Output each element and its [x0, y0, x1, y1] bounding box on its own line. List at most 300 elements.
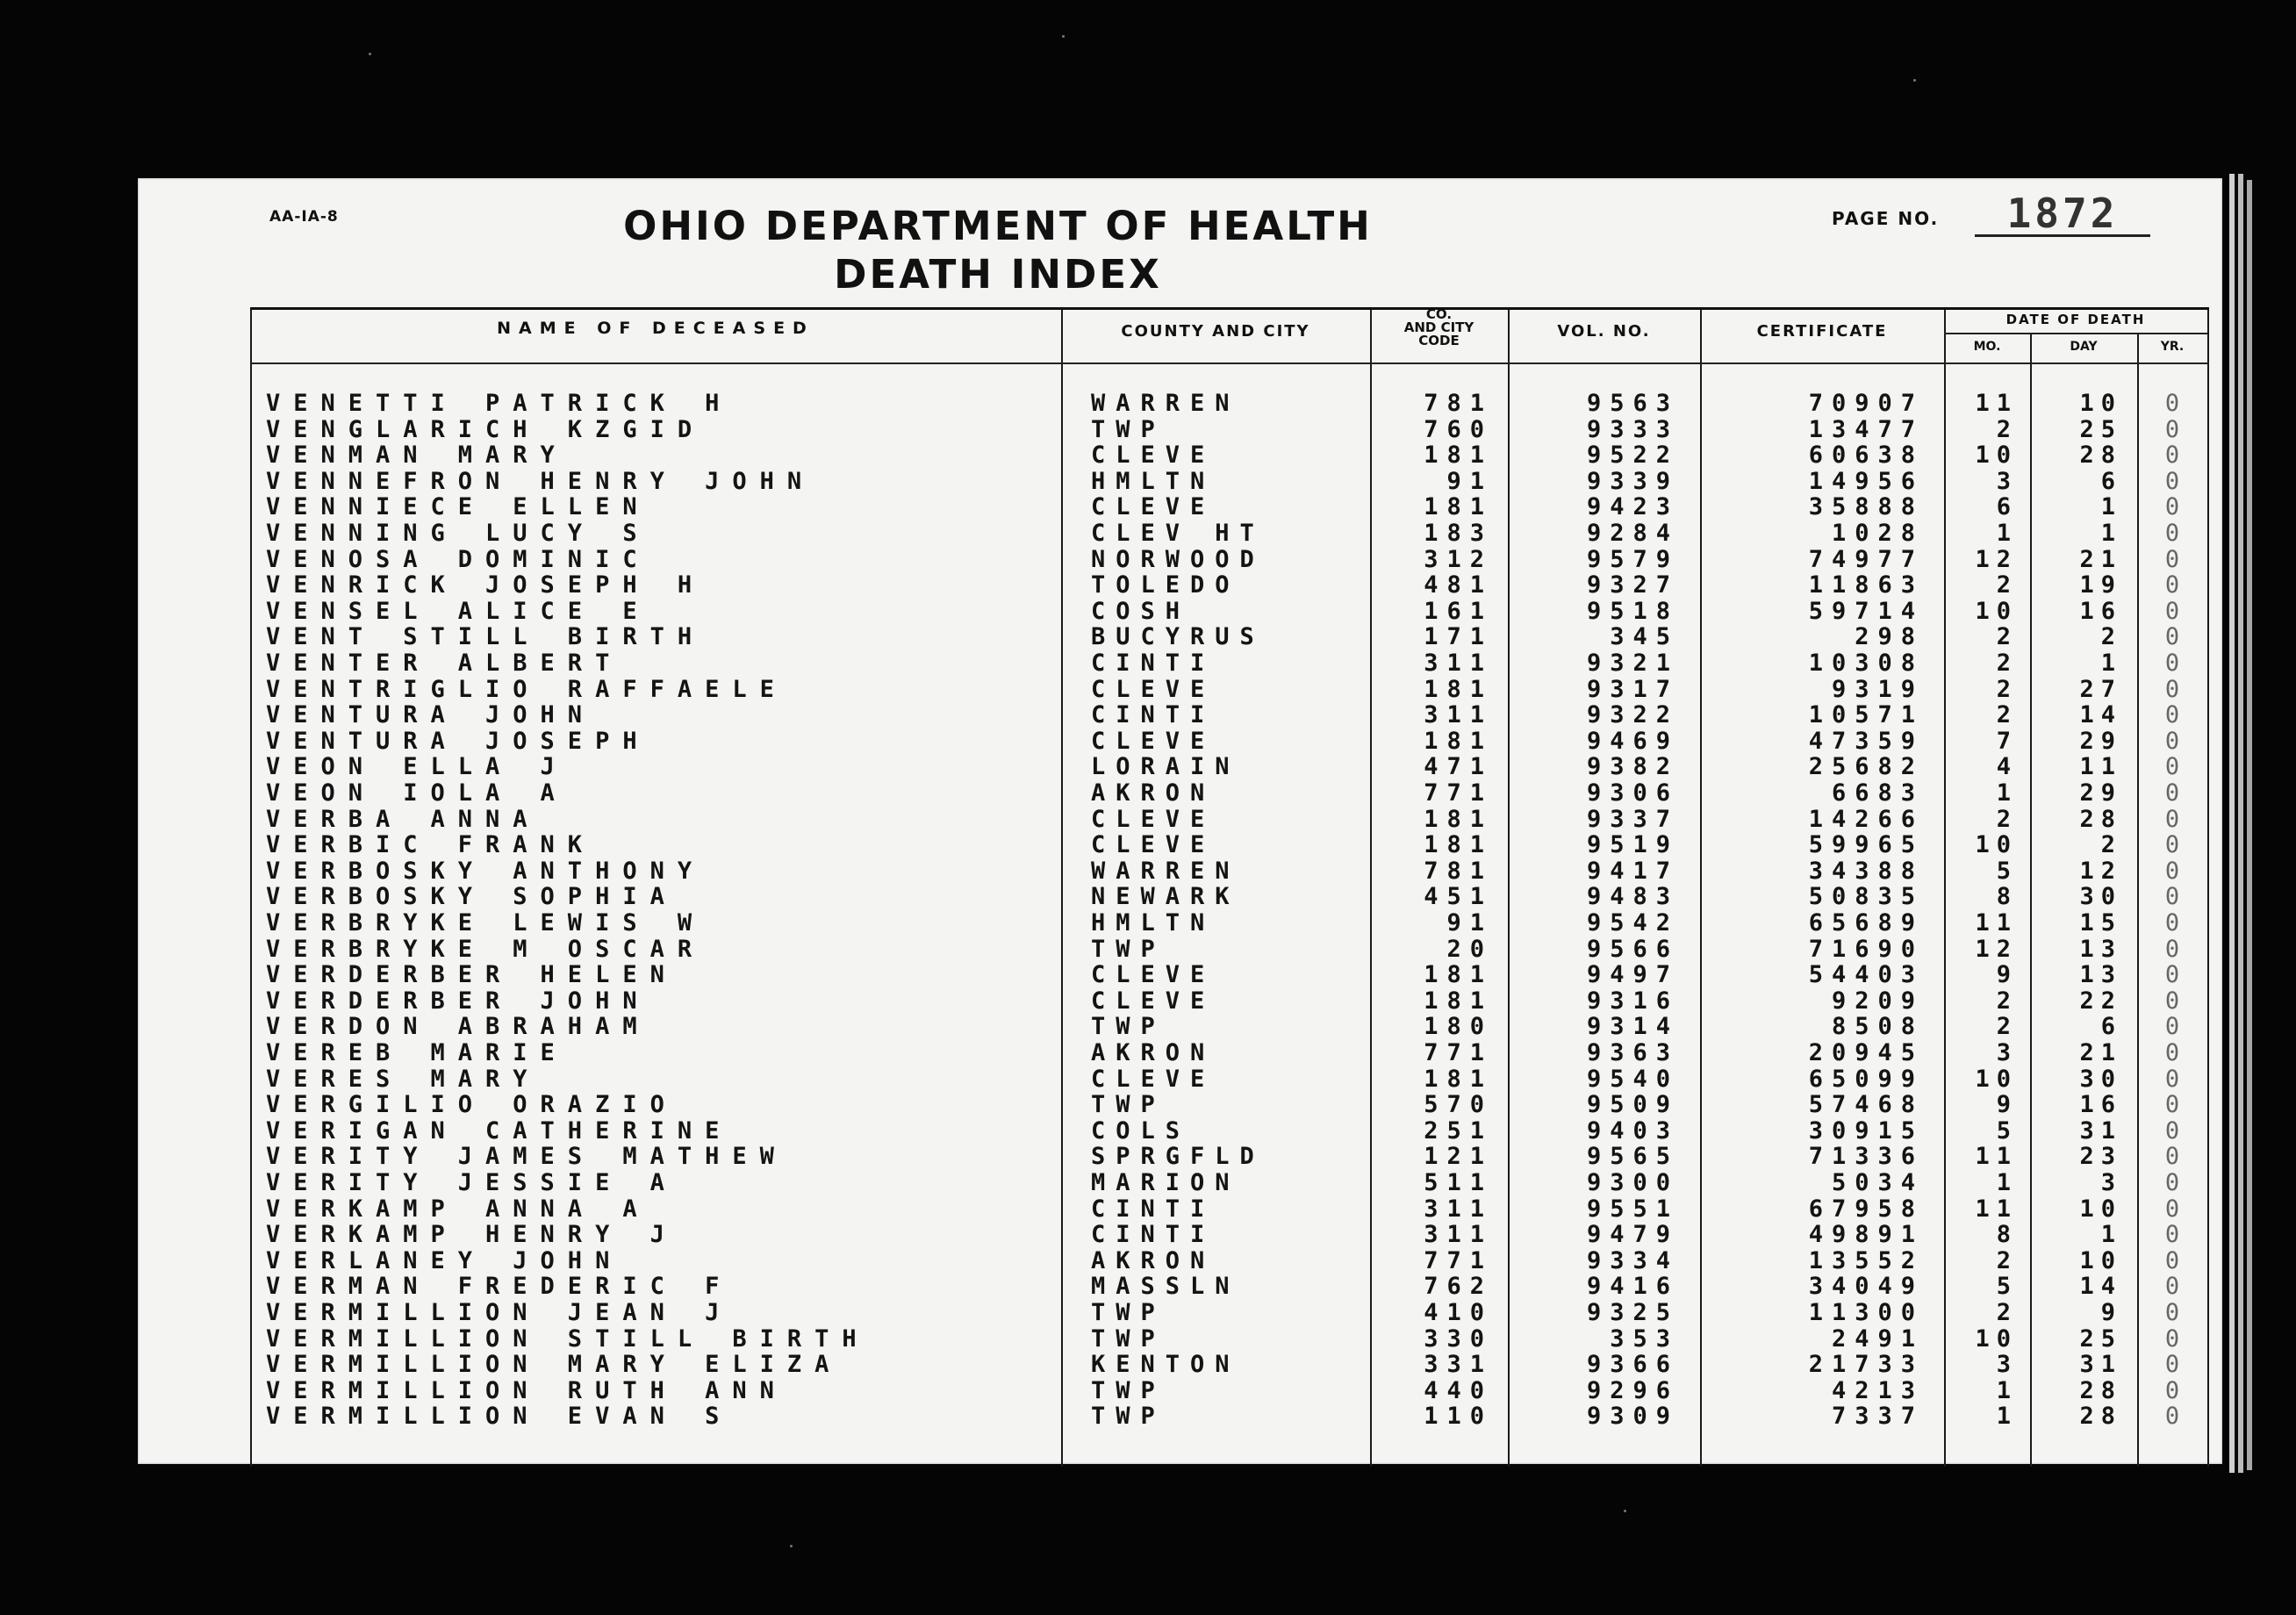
county-city: CLEVE [1091, 831, 1216, 859]
deceased-name: VENNING LUCY S [266, 520, 650, 547]
certificate-number: 11300 [1808, 1299, 1924, 1326]
death-month: 9 [1996, 961, 2018, 989]
certificate-number: 9319 [1831, 675, 1924, 703]
county-city: CINTI [1091, 1221, 1216, 1249]
county-city-code: 311 [1424, 701, 1493, 729]
certificate-number: 4213 [1831, 1376, 1924, 1404]
county-city: CLEVE [1091, 675, 1216, 703]
deceased-name: VENGLARICH KZGID [266, 415, 706, 443]
death-month: 8 [1996, 1221, 2018, 1249]
death-month: 2 [1996, 571, 2018, 599]
volume-number: 9316 [1586, 987, 1679, 1015]
certificate-number: 65099 [1808, 1065, 1924, 1093]
county-city: CLEVE [1091, 727, 1216, 755]
table-row [250, 832, 2209, 858]
table-row [250, 729, 2209, 755]
death-month: 1 [1996, 1169, 2018, 1196]
death-day: 25 [2079, 1324, 2122, 1353]
death-year: 0 [2164, 1403, 2180, 1431]
table-row [250, 910, 2209, 937]
death-year: 0 [2164, 597, 2180, 625]
table-row [250, 599, 2209, 625]
death-day: 28 [2079, 805, 2122, 833]
dust-speck [1624, 1510, 1626, 1512]
death-day: 14 [2079, 1273, 2122, 1301]
death-day: 3 [2100, 1169, 2122, 1196]
death-month: 10 [1975, 441, 2018, 470]
certificate-number: 59965 [1808, 831, 1924, 859]
table-row [250, 1092, 2209, 1118]
certificate-number: 13477 [1808, 415, 1924, 443]
certificate-number: 6683 [1831, 779, 1924, 807]
deceased-name: VERKAMP ANNA A [266, 1195, 650, 1223]
county-city: MARION [1091, 1169, 1240, 1196]
death-month: 10 [1975, 831, 2018, 859]
death-year: 0 [2164, 753, 2180, 781]
death-month: 2 [1996, 415, 2018, 443]
death-month: 3 [1996, 1039, 2018, 1066]
certificate-number: 5034 [1831, 1169, 1924, 1196]
certificate-number: 1028 [1831, 520, 1924, 547]
death-year: 0 [2164, 1091, 2180, 1119]
death-day: 12 [2079, 857, 2122, 885]
death-year: 0 [2164, 1039, 2180, 1066]
county-city-code: 251 [1424, 1116, 1493, 1145]
county-city-code: 180 [1424, 1013, 1493, 1041]
death-day: 21 [2079, 545, 2122, 573]
death-year: 0 [2164, 1246, 2180, 1274]
table-row [250, 780, 2209, 807]
death-month: 2 [1996, 623, 2018, 651]
volume-number: 9366 [1586, 1351, 1679, 1379]
county-city-code: 781 [1424, 857, 1493, 885]
county-city-code: 570 [1424, 1091, 1493, 1119]
table-row [250, 417, 2209, 443]
table-row [250, 1014, 2209, 1040]
deceased-name: VEREB MARIE [266, 1039, 568, 1066]
deceased-name: VENETTI PATRICK H [266, 390, 733, 417]
death-month: 2 [1996, 701, 2018, 729]
county-city-code: 181 [1424, 831, 1493, 859]
death-day: 9 [2100, 1299, 2122, 1326]
certificate-number: 13552 [1808, 1246, 1924, 1274]
index-table [250, 307, 2209, 1467]
death-month: 12 [1975, 935, 2018, 963]
county-city-code: 330 [1424, 1324, 1493, 1353]
table-row [250, 469, 2209, 495]
county-city-code: 181 [1424, 805, 1493, 833]
volume-number: 9483 [1586, 883, 1679, 911]
death-month: 2 [1996, 1013, 2018, 1041]
deceased-name: VENNEFRON HENRY JOHN [266, 467, 815, 495]
death-day: 28 [2079, 441, 2122, 470]
table-row [250, 884, 2209, 910]
dust-speck [369, 53, 371, 55]
table-row [250, 494, 2209, 520]
volume-number: 9519 [1586, 831, 1679, 859]
volume-number: 9566 [1586, 935, 1679, 963]
table-row [250, 442, 2209, 469]
county-city: KENTON [1091, 1351, 1240, 1379]
county-city-code: 183 [1424, 520, 1493, 547]
death-month: 2 [1996, 675, 2018, 703]
volume-number: 9296 [1586, 1376, 1679, 1404]
certificate-number: 71336 [1808, 1143, 1924, 1171]
county-city-code: 481 [1424, 571, 1493, 599]
county-city-code: 760 [1424, 415, 1493, 443]
volume-number: 9327 [1586, 571, 1679, 599]
volume-number: 9334 [1586, 1246, 1679, 1274]
volume-number: 9300 [1586, 1169, 1679, 1196]
county-city-code: 91 [1446, 909, 1493, 937]
death-month: 2 [1996, 805, 2018, 833]
death-year: 0 [2164, 1013, 2180, 1041]
death-year: 0 [2164, 1273, 2180, 1301]
death-year: 0 [2164, 1143, 2180, 1171]
deceased-name: VEON ELLA J [266, 753, 568, 781]
county-city: TWP [1091, 1403, 1166, 1431]
death-month: 5 [1996, 1116, 2018, 1145]
certificate-number: 30915 [1808, 1116, 1924, 1145]
table-row [250, 1196, 2209, 1223]
death-day: 25 [2079, 415, 2122, 443]
death-year: 0 [2164, 545, 2180, 573]
header-day: DAY [2070, 340, 2098, 354]
dust-speck [790, 1545, 793, 1547]
death-day: 15 [2079, 909, 2122, 937]
certificate-number: 8508 [1831, 1013, 1924, 1041]
county-city: TOLEDO [1091, 571, 1240, 599]
table-row [250, 1040, 2209, 1066]
header-name: NAME OF DECEASED [497, 319, 814, 338]
death-day: 30 [2079, 883, 2122, 911]
death-year: 0 [2164, 779, 2180, 807]
certificate-number: 54403 [1808, 961, 1924, 989]
death-year: 0 [2164, 727, 2180, 755]
page-subtitle: DEATH INDEX [834, 251, 1162, 298]
table-row [250, 1144, 2209, 1170]
table-row [250, 1326, 2209, 1353]
death-day: 11 [2079, 753, 2122, 781]
county-city-code: 311 [1424, 1195, 1493, 1223]
header-rule [1944, 333, 2207, 334]
volume-number: 9416 [1586, 1273, 1679, 1301]
county-city-code: 410 [1424, 1299, 1493, 1326]
deceased-name: VERGILIO ORAZIO [266, 1091, 678, 1119]
deceased-name: VEON IOLA A [266, 779, 568, 807]
table-row [250, 1378, 2209, 1404]
death-month: 3 [1996, 1351, 2018, 1379]
certificate-number: 34388 [1808, 857, 1924, 885]
certificate-number: 71690 [1808, 935, 1924, 963]
county-city: TWP [1091, 935, 1166, 963]
certificate-number: 7337 [1831, 1403, 1924, 1431]
county-city-code: 511 [1424, 1169, 1493, 1196]
county-city: CLEVE [1091, 441, 1216, 470]
certificate-number: 74977 [1808, 545, 1924, 573]
death-day: 29 [2079, 779, 2122, 807]
certificate-number: 57468 [1808, 1091, 1924, 1119]
death-year: 0 [2164, 987, 2180, 1015]
table-row [250, 1248, 2209, 1274]
death-day: 19 [2079, 571, 2122, 599]
county-city-code: 91 [1446, 467, 1493, 495]
header-code-bot: CODE [1418, 333, 1460, 348]
table-row [250, 1118, 2209, 1145]
volume-number: 9542 [1586, 909, 1679, 937]
death-day: 21 [2079, 1039, 2122, 1066]
death-year: 0 [2164, 701, 2180, 729]
death-month: 10 [1975, 1065, 2018, 1093]
table-row [250, 807, 2209, 833]
deceased-name: VERDERBER JOHN [266, 987, 650, 1015]
county-city: COSH [1091, 597, 1191, 625]
death-day: 13 [2079, 961, 2122, 989]
death-year: 0 [2164, 1065, 2180, 1093]
death-year: 0 [2164, 909, 2180, 937]
deceased-name: VERDON ABRAHAM [266, 1013, 650, 1041]
deceased-name: VERIGAN CATHERINE [266, 1116, 733, 1145]
table-row [250, 937, 2209, 963]
deceased-name: VERES MARY [266, 1065, 541, 1093]
county-city: TWP [1091, 415, 1166, 443]
death-day: 13 [2079, 935, 2122, 963]
county-city-code: 471 [1424, 753, 1493, 781]
certificate-number: 21733 [1808, 1351, 1924, 1379]
death-year: 0 [2164, 1195, 2180, 1223]
death-year: 0 [2164, 1299, 2180, 1326]
death-month: 6 [1996, 493, 2018, 521]
death-month: 9 [1996, 1091, 2018, 1119]
volume-number: 9540 [1586, 1065, 1679, 1093]
county-city: LORAIN [1091, 753, 1240, 781]
county-city-code: 771 [1424, 779, 1493, 807]
certificate-number: 11863 [1808, 571, 1924, 599]
death-day: 10 [2079, 390, 2122, 417]
death-year: 0 [2164, 571, 2180, 599]
volume-number: 9403 [1586, 1116, 1679, 1145]
county-city: NEWARK [1091, 883, 1240, 911]
death-month: 5 [1996, 1273, 2018, 1301]
death-year: 0 [2164, 831, 2180, 859]
table-row [250, 1066, 2209, 1093]
header-code-top: CO. [1425, 306, 1453, 322]
deceased-name: VERBRYKE LEWIS W [266, 909, 706, 937]
death-day: 10 [2079, 1246, 2122, 1274]
certificate-number: 34049 [1808, 1273, 1924, 1301]
death-month: 7 [1996, 727, 2018, 755]
volume-number: 345 [1610, 623, 1679, 651]
county-city: WARREN [1091, 857, 1240, 885]
dust-speck [1062, 35, 1065, 38]
header-date-of-death: DATE OF DEATH [2005, 312, 2146, 327]
deceased-name: VERLANEY JOHN [266, 1246, 623, 1274]
county-city: CLEVE [1091, 1065, 1216, 1093]
deceased-name: VERBRYKE M OSCAR [266, 935, 706, 963]
county-city: AKRON [1091, 779, 1216, 807]
county-city: MASSLN [1091, 1273, 1240, 1301]
table-row [250, 572, 2209, 599]
death-index-card [138, 178, 2222, 1464]
death-month: 1 [1996, 779, 2018, 807]
county-city-code: 181 [1424, 493, 1493, 521]
volume-number: 9423 [1586, 493, 1679, 521]
table-row [250, 1352, 2209, 1378]
county-city: CINTI [1091, 1195, 1216, 1223]
county-city-code: 181 [1424, 727, 1493, 755]
death-day: 28 [2079, 1376, 2122, 1404]
deceased-name: VERBIC FRANK [266, 831, 596, 859]
death-year: 0 [2164, 1351, 2180, 1379]
volume-number: 9417 [1586, 857, 1679, 885]
volume-number: 353 [1610, 1324, 1679, 1353]
volume-number: 9579 [1586, 545, 1679, 573]
table-row [250, 547, 2209, 573]
death-month: 11 [1975, 390, 2018, 417]
county-city-code: 771 [1424, 1246, 1493, 1274]
death-year: 0 [2164, 623, 2180, 651]
county-city: TWP [1091, 1324, 1166, 1353]
volume-number: 9322 [1586, 701, 1679, 729]
volume-number: 9321 [1586, 650, 1679, 677]
table-row [250, 520, 2209, 547]
death-year: 0 [2164, 1376, 2180, 1404]
header-vol: VOL. NO. [1557, 322, 1651, 341]
volume-number: 9309 [1586, 1403, 1679, 1431]
county-city: TWP [1091, 1299, 1166, 1326]
card-edge [2238, 174, 2243, 1473]
death-year: 0 [2164, 805, 2180, 833]
certificate-number: 35888 [1808, 493, 1924, 521]
death-month: 10 [1975, 1324, 2018, 1353]
county-city: CINTI [1091, 650, 1216, 677]
county-city: WARREN [1091, 390, 1240, 417]
volume-number: 9509 [1586, 1091, 1679, 1119]
death-year: 0 [2164, 857, 2180, 885]
volume-number: 9479 [1586, 1221, 1679, 1249]
header-year: YR. [2160, 340, 2185, 354]
county-city: CINTI [1091, 701, 1216, 729]
deceased-name: VERITY JAMES MATHEW [266, 1143, 787, 1171]
deceased-name: VERMILLION EVAN S [266, 1403, 733, 1431]
deceased-name: VENTRIGLIO RAFFAELE [266, 675, 787, 703]
deceased-name: VENMAN MARY [266, 441, 568, 470]
county-city: AKRON [1091, 1246, 1216, 1274]
death-day: 2 [2100, 623, 2122, 651]
death-day: 22 [2079, 987, 2122, 1015]
county-city-code: 451 [1424, 883, 1493, 911]
table-row [250, 650, 2209, 677]
certificate-number: 20945 [1808, 1039, 1924, 1066]
county-city: TWP [1091, 1376, 1166, 1404]
deceased-name: VERBA ANNA [266, 805, 541, 833]
header-cert: CERTIFICATE [1756, 322, 1888, 341]
volume-number: 9325 [1586, 1299, 1679, 1326]
table-row [250, 858, 2209, 885]
deceased-name: VENTURA JOSEPH [266, 727, 650, 755]
table-row [250, 702, 2209, 729]
death-month: 2 [1996, 1299, 2018, 1326]
header-code-mid: AND CITY [1403, 319, 1474, 335]
county-city-code: 440 [1424, 1376, 1493, 1404]
deceased-name: VERMAN FREDERIC F [266, 1273, 733, 1301]
county-city: CLEVE [1091, 961, 1216, 989]
death-day: 16 [2079, 597, 2122, 625]
death-day: 1 [2100, 493, 2122, 521]
page-number: 1872 [1975, 192, 2150, 237]
death-year: 0 [2164, 493, 2180, 521]
death-day: 31 [2079, 1351, 2122, 1379]
certificate-number: 298 [1855, 623, 1924, 651]
deceased-name: VENSEL ALICE E [266, 597, 650, 625]
certificate-number: 49891 [1808, 1221, 1924, 1249]
death-year: 0 [2164, 1169, 2180, 1196]
county-city: HMLTN [1091, 467, 1216, 495]
county-city: TWP [1091, 1013, 1166, 1041]
certificate-number: 65689 [1808, 909, 1924, 937]
county-city-code: 771 [1424, 1039, 1493, 1066]
certificate-number: 14266 [1808, 805, 1924, 833]
death-day: 1 [2100, 520, 2122, 547]
table-row [250, 1274, 2209, 1300]
death-month: 10 [1975, 597, 2018, 625]
table-row [250, 962, 2209, 988]
county-city: CLEVE [1091, 493, 1216, 521]
death-year: 0 [2164, 935, 2180, 963]
death-year: 0 [2164, 1116, 2180, 1145]
header-county: COUNTY AND CITY [1121, 322, 1310, 341]
deceased-name: VERMILLION MARY ELIZA [266, 1351, 843, 1379]
deceased-name: VERITY JESSIE A [266, 1169, 678, 1196]
volume-number: 9317 [1586, 675, 1679, 703]
certificate-number: 10308 [1808, 650, 1924, 677]
certificate-number: 47359 [1808, 727, 1924, 755]
county-city-code: 20 [1446, 935, 1493, 963]
county-city: SPRGFLD [1091, 1143, 1265, 1171]
death-day: 30 [2079, 1065, 2122, 1093]
table-row [250, 754, 2209, 780]
volume-number: 9522 [1586, 441, 1679, 470]
death-month: 1 [1996, 1403, 2018, 1431]
county-city: CLEVE [1091, 805, 1216, 833]
death-month: 2 [1996, 650, 2018, 677]
dust-speck [1913, 79, 1916, 82]
death-month: 11 [1975, 909, 2018, 937]
death-month: 4 [1996, 753, 2018, 781]
table-row [250, 624, 2209, 650]
death-day: 2 [2100, 831, 2122, 859]
death-day: 16 [2079, 1091, 2122, 1119]
certificate-number: 10571 [1808, 701, 1924, 729]
deceased-name: VENTER ALBERT [266, 650, 623, 677]
table-row [250, 988, 2209, 1015]
death-month: 8 [1996, 883, 2018, 911]
deceased-name: VERMILLION JEAN J [266, 1299, 733, 1326]
volume-number: 9337 [1586, 805, 1679, 833]
death-month: 11 [1975, 1143, 2018, 1171]
deceased-name: VERBOSKY ANTHONY [266, 857, 706, 885]
county-city-code: 311 [1424, 1221, 1493, 1249]
death-month: 1 [1996, 1376, 2018, 1404]
death-year: 0 [2164, 961, 2180, 989]
death-day: 31 [2079, 1116, 2122, 1145]
county-city-code: 181 [1424, 675, 1493, 703]
certificate-number: 59714 [1808, 597, 1924, 625]
deceased-name: VERKAMP HENRY J [266, 1221, 678, 1249]
certificate-number: 9209 [1831, 987, 1924, 1015]
volume-number: 9382 [1586, 753, 1679, 781]
volume-number: 9339 [1586, 467, 1679, 495]
